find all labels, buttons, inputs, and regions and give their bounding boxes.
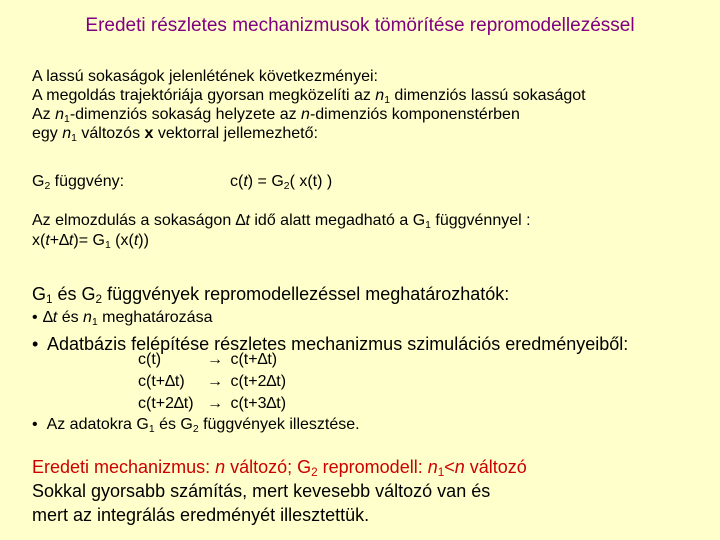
slide-title: Eredeti részletes mechanizmusok tömörítése repromodellezéssel — [85, 15, 635, 36]
sequence-row — [138, 393, 286, 415]
var-n: n — [62, 125, 72, 142]
vector-x: x — [144, 125, 154, 142]
bullet-icon: • — [32, 416, 38, 433]
conclusion-line-1: Eredeti mechanizmus: n változó; $G_2$ repromodell: $n_1<n$ változó — [32, 457, 527, 479]
intro-line-2 — [32, 86, 586, 105]
conclusion-line-2: Sokkal gyorsabb számítás, mert kevesebb változó van és — [32, 481, 491, 501]
conclusion-line-3: mert az integrálás eredményét illesztettük. — [32, 505, 370, 525]
seq-right: c(t+3∆t) — [230, 395, 287, 412]
arrow-icon: → — [207, 373, 223, 390]
subscript: 1 — [384, 95, 390, 106]
text: A megoldás trajektóriája gyorsan megközelíti az — [32, 87, 376, 104]
bullet-item-database: • Adatbázis felépítése részletes mechanizmus szimulációs eredményeiből: — [32, 334, 629, 354]
text: egy — [32, 125, 63, 142]
subscript: 1 — [64, 114, 70, 125]
text: -dimenziós sokaság helyzete az — [69, 106, 302, 123]
sequence-row — [138, 371, 286, 393]
shift-paragraph — [32, 211, 531, 251]
sequence-list — [138, 349, 286, 415]
intro-line-4 — [32, 124, 586, 143]
intro-line-1: A lassú sokaságok jelenlétének következményei: — [32, 68, 378, 85]
intro-line-3 — [32, 105, 586, 124]
intro-paragraph — [32, 67, 586, 143]
g2-definition — [32, 172, 432, 191]
arrow-icon: → — [207, 351, 223, 368]
var-n: n — [375, 87, 385, 104]
subscript: 1 — [71, 133, 77, 144]
conclusion — [32, 455, 527, 527]
bullet-icon: • — [32, 309, 38, 326]
text: dimenziós lassú sokaságot — [389, 87, 586, 104]
seq-left: c(t+2∆t) — [138, 395, 194, 412]
bullet-icon: • — [32, 334, 39, 354]
var-n: n — [55, 106, 65, 123]
arrow-icon: → — [207, 395, 223, 412]
text: -dimenziós komponenstérben — [309, 106, 520, 123]
seq-left: c(t) — [138, 351, 162, 368]
g2-equation: $c(t) = G_2$( x(t) ) — [230, 173, 333, 192]
repro-heading: $G_1$ és $G_2$ függvények repromodellezéssel meghatározhatók: — [32, 284, 510, 306]
repro-section — [32, 282, 628, 356]
shift-equation: $x(t+\Delta t)= G_1$ (x(t)) — [32, 232, 149, 251]
seq-right: c(t+∆t) — [230, 351, 278, 368]
bullet-item-fit: • Az adatokra $G_1$ és $G_2$ függvények illesztése. — [32, 416, 360, 435]
bullet-item-delta: • ∆t és $n_1$ meghatározása — [32, 309, 213, 328]
g2-label: $G_2$ függvény: — [32, 173, 125, 192]
shift-line-1: Az elmozdulás a sokaságon ∆t idő alatt megadható a $G_1$ függvénnyel : — [32, 212, 531, 231]
text: változós — [76, 125, 145, 142]
sequence-row — [138, 349, 286, 371]
seq-right: c(t+2∆t) — [230, 373, 287, 390]
text: Az — [32, 106, 56, 123]
var-n: n — [301, 106, 310, 123]
text: vektorral jellemezhető: — [153, 125, 318, 142]
seq-left: c(t+∆t) — [138, 373, 185, 390]
